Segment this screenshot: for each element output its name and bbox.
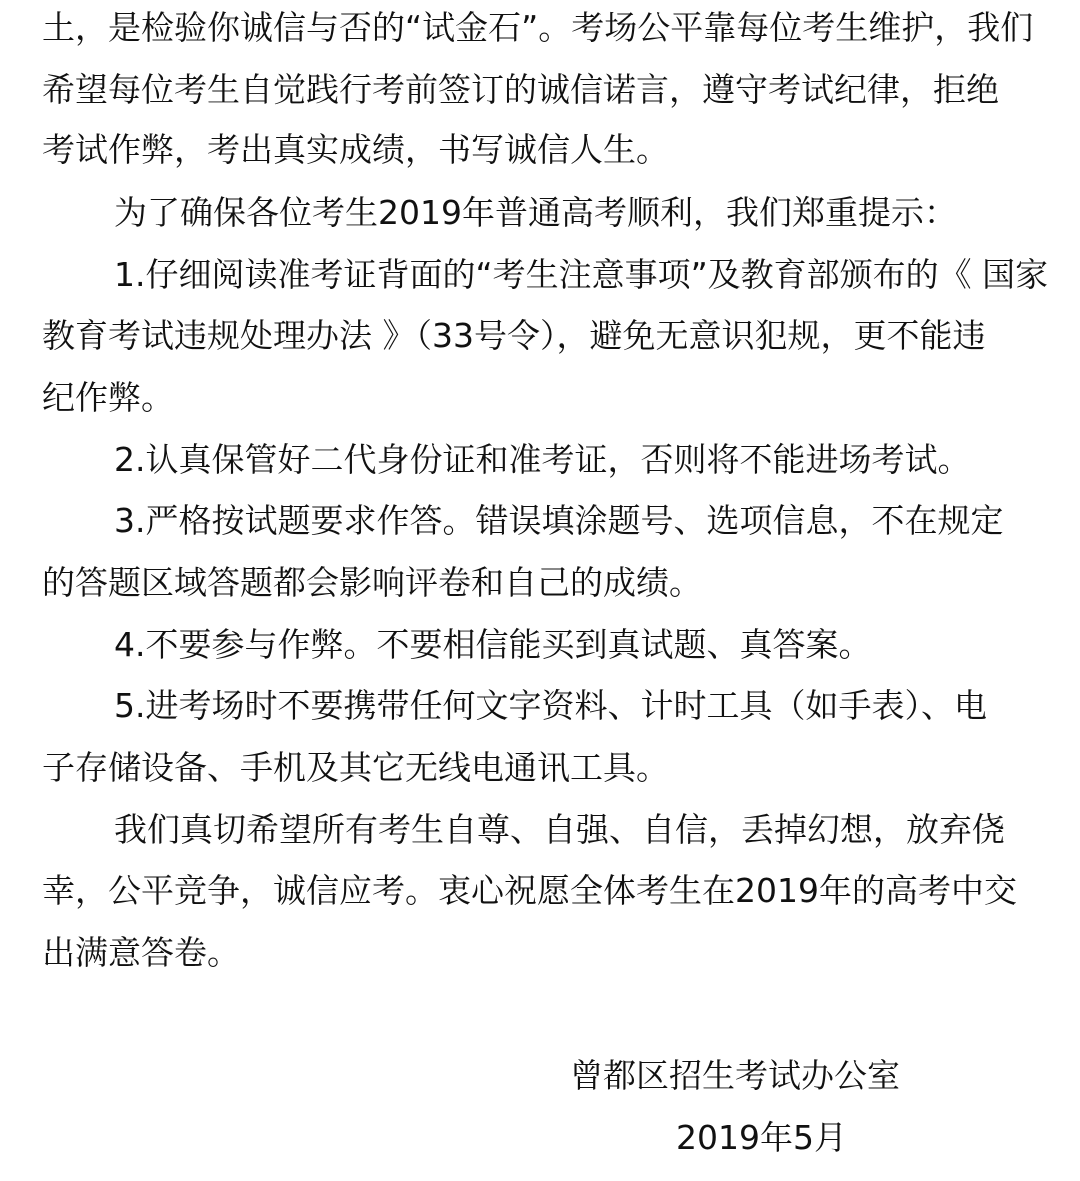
signature-date: 2019年5月 [676,1118,847,1157]
text-line: 的答题区域答题都会影响评卷和自己的成绩。 [42,563,702,602]
text-line: 教育考试违规处理办法 》（33号令），避免无意识犯规，更不能违 [42,316,986,355]
text-line: 幸，公平竞争，诚信应考。衷心祝愿全体考生在2019年的高考中交 [42,871,1017,910]
text-line: 3.严格按试题要求作答。错误填涂题号、选项信息，不在规定 [114,501,1004,540]
text-line: 我们真切希望所有考生自尊、自强、自信，丢掉幻想，放弃侥 [114,810,1005,849]
text-line: 1.仔细阅读准考证背面的“考生注意事项”及教育部颁布的《 国家 [114,255,1049,294]
text-line: 4.不要参与作弊。不要相信能买到真试题、真答案。 [114,625,872,664]
signature-org: 曾都区招生考试办公室 [570,1056,900,1095]
text-line: 考试作弊，考出真实成绩，书写诚信人生。 [42,130,669,169]
text-line: 纪作弊。 [42,378,174,417]
text-line: 希望每位考生自觉践行考前签订的诚信诺言，遵守考试纪律，拒绝 [42,70,999,109]
text-line: 5.进考场时不要携带任何文字资料、计时工具（如手表）、电 [114,686,987,725]
text-line: 土，是检验你诚信与否的“试金石”。考场公平靠每位考生维护，我们 [42,8,1034,47]
text-line: 为了确保各位考生2019年普通高考顺利，我们郑重提示： [114,193,957,232]
text-line: 子存储设备、手机及其它无线电通讯工具。 [42,748,669,787]
text-line: 2.认真保管好二代身份证和准考证，否则将不能进场考试。 [114,440,971,479]
text-line: 出满意答卷。 [42,933,240,972]
